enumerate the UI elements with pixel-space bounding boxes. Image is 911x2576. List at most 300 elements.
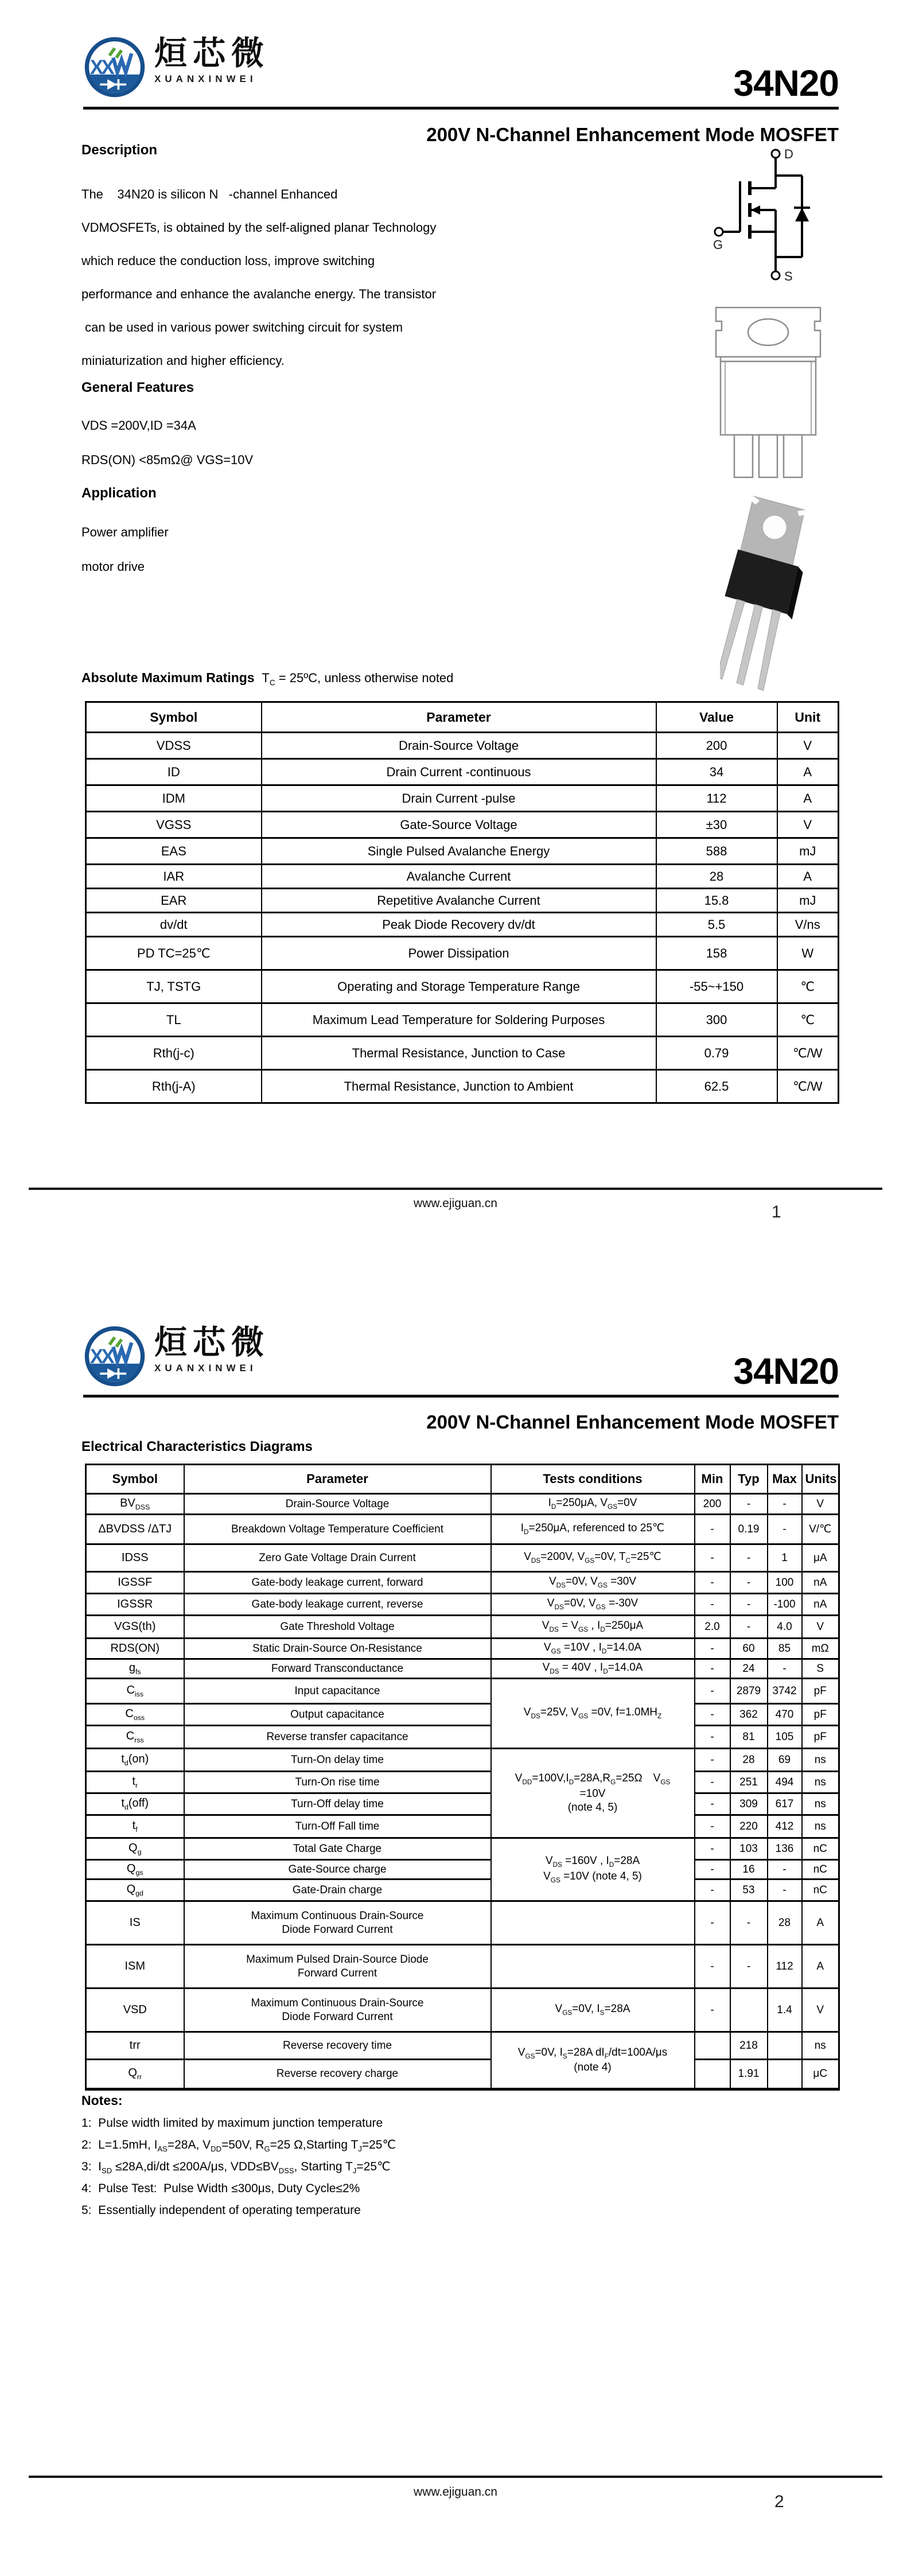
description-line: miniaturization and higher efficiency. — [81, 353, 285, 368]
table-cell: - — [695, 1515, 730, 1544]
table-cell: 34 — [656, 759, 777, 785]
device-subtitle: 200V N-Channel Enhancement Mode MOSFET — [426, 1411, 839, 1433]
table-cell: 2879 — [730, 1679, 768, 1704]
table-cell: IDSS — [86, 1544, 184, 1572]
table-row — [86, 1726, 839, 1749]
table-cell: 85 — [768, 1639, 802, 1659]
table-row — [86, 1749, 839, 1772]
source-label: S — [784, 269, 793, 283]
table-cell: Maximum Pulsed Drain-Source Diode Forward Current — [184, 1945, 491, 1989]
table-cell: 5.5 — [656, 913, 777, 937]
company-logo-icon — [83, 1325, 146, 1388]
table-cell: - — [768, 1880, 802, 1901]
gate-label: G — [713, 238, 723, 252]
table-row — [86, 1860, 839, 1880]
table-cell: - — [695, 1544, 730, 1572]
table-cell: 617 — [768, 1793, 802, 1815]
table-row — [86, 1494, 839, 1515]
table-cell: mΩ — [802, 1639, 839, 1659]
mosfet-symbol-diagram — [708, 148, 829, 289]
table-cell: nC — [802, 1860, 839, 1880]
page-number: 2 — [774, 2492, 784, 2511]
table-cell: 158 — [656, 937, 777, 970]
part-number: 34N20 — [733, 1351, 839, 1392]
table-cell — [491, 1945, 695, 1989]
note-line: 5: Essentially independent of operating temperature — [81, 2204, 361, 2217]
table-cell: - — [730, 1616, 768, 1639]
application-line: Power amplifier — [81, 525, 169, 539]
table-row — [86, 1639, 839, 1659]
table-cell: VSD — [86, 1989, 184, 2032]
table-cell: nC — [802, 1880, 839, 1901]
table-row — [86, 1003, 839, 1037]
table-cell: TJ, TSTG — [86, 970, 262, 1003]
table-cell: Drain Current -pulse — [262, 785, 656, 812]
table-row — [86, 1815, 839, 1838]
table-cell: pF — [802, 1726, 839, 1749]
table-cell: ±30 — [656, 812, 777, 838]
table-cell: 28 — [730, 1749, 768, 1772]
table-cell: Reverse recovery time — [184, 2032, 491, 2060]
table-cell: 218 — [730, 2032, 768, 2060]
table-cell — [730, 1989, 768, 2032]
table-cell: μC — [802, 2060, 839, 2089]
table-cell — [768, 2032, 802, 2060]
body-diode — [795, 208, 809, 221]
table-row — [86, 838, 839, 865]
abs-max-condition: $T_C$ = 25ºC, unless otherwise noted — [262, 671, 454, 687]
table-cell: IS — [86, 1901, 184, 1945]
table-cell: - — [695, 1704, 730, 1726]
table-row — [86, 937, 839, 970]
table-cell: IGSSF — [86, 1572, 184, 1594]
table-cell: - — [730, 1544, 768, 1572]
table-cell: nA — [802, 1572, 839, 1594]
company-logo-icon — [83, 36, 146, 99]
table-row — [86, 1070, 839, 1103]
table-cell: - — [695, 1772, 730, 1793]
table-cell: $V_{DS}=25V$, $V_{GS} =0V$, $f=1.0MH_Z$ — [491, 1679, 695, 1749]
table-cell: Total Gate Charge — [184, 1838, 491, 1860]
table-cell: 588 — [656, 838, 777, 865]
logo-xx-letters: XX — [89, 1345, 113, 1368]
table-cell: V — [802, 1494, 839, 1515]
table-row — [86, 913, 839, 937]
note-line: 3: $I_{SD} \le 28A,di/dt \le 200A/\mu s$, $VDD\le BV_{DSS}$, Starting $T_J=25℃$ — [81, 2160, 391, 2176]
table-row — [86, 1659, 839, 1679]
table-cell: 15.8 — [656, 889, 777, 913]
table-row — [86, 1515, 839, 1544]
table-cell: - — [695, 1901, 730, 1945]
table-cell: - — [730, 1901, 768, 1945]
table-cell: IAR — [86, 865, 262, 889]
brand-name-en: XUANXINWEI — [154, 1363, 257, 1373]
header-rule — [83, 107, 839, 110]
table-cell: - — [768, 1860, 802, 1880]
table-cell: Operating and Storage Temperature Range — [262, 970, 656, 1003]
table-cell: $V_{DS}=200V$, $V_{GS}=0V$, $T_C=25℃$ — [491, 1544, 695, 1572]
table-row — [86, 1838, 839, 1860]
table-cell: 105 — [768, 1726, 802, 1749]
table-cell: Maximum Lead Temperature for Soldering Purposes — [262, 1003, 656, 1037]
table-cell: Maximum Continuous Drain-Source Diode Forward Current — [184, 1989, 491, 2032]
table-cell — [695, 2032, 730, 2060]
table-cell: Forward Transconductance — [184, 1659, 491, 1679]
column-header: Max — [768, 1465, 802, 1494]
table-cell: - — [695, 1659, 730, 1679]
table-cell: 24 — [730, 1659, 768, 1679]
table-cell: ℃/W — [777, 1037, 839, 1070]
table-row — [86, 2032, 839, 2060]
table-cell: - — [695, 1679, 730, 1704]
table-cell: Gate Threshold Voltage — [184, 1616, 491, 1639]
table-cell: Repetitive Avalanche Current — [262, 889, 656, 913]
notes-list — [81, 2112, 713, 2221]
table-cell: A — [777, 759, 839, 785]
table-cell: - — [695, 1945, 730, 1989]
table-cell: Turn-Off delay time — [184, 1793, 491, 1815]
table-cell: $C_{rss}$ — [86, 1726, 184, 1749]
table-cell: pF — [802, 1679, 839, 1704]
table-cell: 3742 — [768, 1679, 802, 1704]
table-cell: ℃ — [777, 970, 839, 1003]
table-cell: Drain-Source Voltage — [184, 1494, 491, 1515]
table-cell: Drain Current -continuous — [262, 759, 656, 785]
table-cell: ns — [802, 1815, 839, 1838]
table-cell: 251 — [730, 1772, 768, 1793]
table-row — [86, 1572, 839, 1594]
table-cell: -100 — [768, 1594, 802, 1616]
table-row — [86, 1704, 839, 1726]
table-cell: 494 — [768, 1772, 802, 1793]
abs-max-heading — [81, 670, 453, 687]
table-cell: 0.19 — [730, 1515, 768, 1544]
table-cell: Turn-On delay time — [184, 1749, 491, 1772]
electrical-characteristics-heading: Electrical Characteristics Diagrams — [81, 1439, 313, 1454]
table-cell: - — [695, 1838, 730, 1860]
table-cell: $BV_{DSS}$ — [86, 1494, 184, 1515]
table-row — [86, 785, 839, 812]
table-cell: Output capacitance — [184, 1704, 491, 1726]
table-row — [86, 759, 839, 785]
general-features-heading: General Features — [81, 380, 194, 395]
table-cell: ID — [86, 759, 262, 785]
table-cell: Rth(j-A) — [86, 1070, 262, 1103]
table-cell: ℃/W — [777, 1070, 839, 1103]
application-list — [81, 515, 598, 584]
table-row — [86, 1772, 839, 1793]
table-cell: Gate-Source Voltage — [262, 812, 656, 838]
table-cell: ΔBVDSS /ΔTJ — [86, 1515, 184, 1544]
table-cell: 28 — [656, 865, 777, 889]
table-cell: S — [802, 1659, 839, 1679]
table-cell: 200 — [656, 733, 777, 759]
table-cell: Gate-body leakage current, forward — [184, 1572, 491, 1594]
table-cell: 81 — [730, 1726, 768, 1749]
table-cell: - — [695, 1639, 730, 1659]
table-cell: EAS — [86, 838, 262, 865]
table-cell: - — [730, 1594, 768, 1616]
table-row — [86, 733, 839, 759]
table-row — [86, 1679, 839, 1704]
table-cell: PD TC=25℃ — [86, 937, 262, 970]
table-cell: 362 — [730, 1704, 768, 1726]
table-cell: $Q_{gd}$ — [86, 1880, 184, 1901]
column-header: Tests conditions — [491, 1465, 695, 1494]
footer-rule — [29, 1188, 882, 1190]
table-cell: ISM — [86, 1945, 184, 1989]
column-header: Min — [695, 1465, 730, 1494]
column-header: Value — [656, 702, 777, 733]
table-cell: $t_f$ — [86, 1815, 184, 1838]
table-cell: mJ — [777, 838, 839, 865]
table-cell: 300 — [656, 1003, 777, 1037]
table-cell: A — [802, 1901, 839, 1945]
table-cell: 60 — [730, 1639, 768, 1659]
table-cell: $V_{GS}=0V$, $I_S=28A$ — [491, 1989, 695, 2032]
table-cell: W — [777, 937, 839, 970]
footer-rule — [29, 2476, 882, 2478]
table-cell: - — [695, 1815, 730, 1838]
table-cell: 69 — [768, 1749, 802, 1772]
table-row — [86, 970, 839, 1003]
table-row — [86, 1616, 839, 1639]
table-cell: Thermal Resistance, Junction to Ambient — [262, 1070, 656, 1103]
table-cell: 2.0 — [695, 1616, 730, 1639]
column-header: Units — [802, 1465, 839, 1494]
table-cell: $Q_{gs}$ — [86, 1860, 184, 1880]
feature-line: RDS(ON) <85mΩ@ VGS=10V — [81, 453, 254, 467]
header-rule — [83, 1395, 839, 1398]
table-cell: 16 — [730, 1860, 768, 1880]
table-cell: dv/dt — [86, 913, 262, 937]
table-cell: V/℃ — [802, 1515, 839, 1544]
table-cell: TL — [86, 1003, 262, 1037]
table-cell: Turn-On rise time — [184, 1772, 491, 1793]
table-row — [86, 1544, 839, 1572]
table-cell: $V_{DS} = V_{GS}$ , $I_D=250\mu A$ — [491, 1616, 695, 1639]
brand-name-cn: 烜芯微 — [154, 1324, 270, 1361]
table-row — [86, 1880, 839, 1901]
table-cell: 0.79 — [656, 1037, 777, 1070]
table-cell: Reverse recovery charge — [184, 2060, 491, 2089]
column-header: Typ — [730, 1465, 768, 1494]
description-paragraph — [81, 178, 655, 378]
table-cell: 1.91 — [730, 2060, 768, 2089]
application-line: motor drive — [81, 559, 145, 574]
table-cell: Thermal Resistance, Junction to Case — [262, 1037, 656, 1070]
table-cell: -55~+150 — [656, 970, 777, 1003]
table-cell: VGS(th) — [86, 1616, 184, 1639]
table-cell: Gate-Source charge — [184, 1860, 491, 1880]
notes-heading: Notes: — [81, 2093, 123, 2108]
brand-name-cn: 烜芯微 — [154, 35, 270, 72]
table-cell: ns — [802, 1749, 839, 1772]
table-cell: pF — [802, 1704, 839, 1726]
table-cell: $I_D=250\mu A$, referenced to 25℃ — [491, 1515, 695, 1544]
table-cell: $C_{oss}$ — [86, 1704, 184, 1726]
footer-url: www.ejiguan.cn — [414, 1197, 497, 1210]
table-cell: - — [768, 1659, 802, 1679]
table-header-row — [86, 1465, 839, 1494]
table-cell: mJ — [777, 889, 839, 913]
table-cell: $C_{iss}$ — [86, 1679, 184, 1704]
column-header: Parameter — [184, 1465, 491, 1494]
description-line: VDMOSFETs, is obtained by the self-aligned planar Technology — [81, 220, 437, 235]
table-cell: 412 — [768, 1815, 802, 1838]
table-cell: - — [695, 1880, 730, 1901]
company-logo — [83, 36, 270, 99]
table-cell: $Q_{rr}$ — [86, 2060, 184, 2089]
table-cell: ns — [802, 1772, 839, 1793]
table-cell: - — [768, 1515, 802, 1544]
table-cell: 4.0 — [768, 1616, 802, 1639]
table-cell: - — [768, 1494, 802, 1515]
table-cell: V — [777, 812, 839, 838]
table-cell: ns — [802, 1793, 839, 1815]
table-row — [86, 889, 839, 913]
table-cell: 220 — [730, 1815, 768, 1838]
table-cell: Power Dissipation — [262, 937, 656, 970]
table-row — [86, 1793, 839, 1815]
table-cell: Single Pulsed Avalanche Energy — [262, 838, 656, 865]
table-cell: 53 — [730, 1880, 768, 1901]
footer-url: www.ejiguan.cn — [414, 2485, 497, 2499]
table-cell: μA — [802, 1544, 839, 1572]
note-line: 2: L=1.5mH, $I_{AS}=28A$, $V_{DD}=50V$, $R_G=25$ Ω,Starting $T_J=25℃$ — [81, 2138, 396, 2154]
application-heading: Application — [81, 485, 157, 501]
table-cell: ℃ — [777, 1003, 839, 1037]
table-row — [86, 1594, 839, 1616]
table-cell: IDM — [86, 785, 262, 812]
table-cell: RDS(ON) — [86, 1639, 184, 1659]
table-cell: Input capacitance — [184, 1679, 491, 1704]
table-cell: $V_{GS} =10V$ , $I_D=14.0A$ — [491, 1639, 695, 1659]
table-cell: 112 — [656, 785, 777, 812]
table-row — [86, 1037, 839, 1070]
table-row — [86, 865, 839, 889]
table-cell: $t_d(off)$ — [86, 1793, 184, 1815]
table-cell: 28 — [768, 1901, 802, 1945]
general-features-list — [81, 408, 598, 477]
table-row — [86, 2060, 839, 2089]
table-cell: 136 — [768, 1838, 802, 1860]
description-line: which reduce the conduction loss, improve switching — [81, 254, 375, 268]
table-row — [86, 1989, 839, 2032]
table-cell: IGSSR — [86, 1594, 184, 1616]
table-cell: $V_{DS} =160V$ , $I_D=28A$ $V_{GS} =10V$ (note 4, 5) — [491, 1838, 695, 1901]
table-cell: 1.4 — [768, 1989, 802, 2032]
abs-max-table — [85, 701, 839, 1104]
table-cell: trr — [86, 2032, 184, 2060]
table-row — [86, 1901, 839, 1945]
abs-max-title: Absolute Maximum Ratings — [81, 670, 255, 685]
table-header-row — [86, 702, 839, 733]
table-cell — [491, 1901, 695, 1945]
table-row — [86, 1945, 839, 1989]
drain-label: D — [784, 148, 793, 161]
table-cell: - — [730, 1572, 768, 1594]
table-cell: nA — [802, 1594, 839, 1616]
column-header: Symbol — [86, 702, 262, 733]
table-cell: $V_{DD}=100V,I_D=28A,R_G=25\Omega$ $V_{GS}$ =10V (note 4, 5) — [491, 1749, 695, 1838]
table-cell: V/ns — [777, 913, 839, 937]
table-cell: 112 — [768, 1945, 802, 1989]
part-number: 34N20 — [733, 63, 839, 104]
table-cell: - — [695, 1749, 730, 1772]
table-cell: $I_D=250\mu A$, $V_{GS}=0V$ — [491, 1494, 695, 1515]
table-cell: EAR — [86, 889, 262, 913]
table-cell: A — [777, 785, 839, 812]
description-heading: Description — [81, 142, 158, 158]
table-cell: A — [802, 1945, 839, 1989]
logo-xx-letters: XX — [89, 56, 113, 79]
table-cell: - — [695, 1726, 730, 1749]
table-cell: 309 — [730, 1793, 768, 1815]
note-line: 4: Pulse Test: Pulse Width ≤300μs, Duty Cycle≤2% — [81, 2182, 360, 2195]
table-cell: V — [802, 1989, 839, 2032]
package-photo — [720, 495, 812, 695]
table-cell: 103 — [730, 1838, 768, 1860]
table-cell: Turn-Off Fall time — [184, 1815, 491, 1838]
table-cell: 1 — [768, 1544, 802, 1572]
table-cell: Static Drain-Source On-Resistance — [184, 1639, 491, 1659]
table-row — [86, 812, 839, 838]
table-cell: $t_r$ — [86, 1772, 184, 1793]
brand-name-en: XUANXINWEI — [154, 73, 257, 84]
table-cell: - — [695, 1989, 730, 2032]
device-subtitle: 200V N-Channel Enhancement Mode MOSFET — [426, 124, 839, 145]
table-cell: nC — [802, 1838, 839, 1860]
table-cell: $V_{GS}=0V$, $I_S=28A$ $dI_F/dt=100A/\mu s$ (note 4) — [491, 2032, 695, 2089]
table-cell: $V_{DS}=0V$, $V_{GS} =30V$ — [491, 1572, 695, 1594]
table-cell: Zero Gate Voltage Drain Current — [184, 1544, 491, 1572]
table-cell: - — [730, 1494, 768, 1515]
feature-line: VDS =200V,ID =34A — [81, 418, 196, 433]
company-logo — [83, 1325, 270, 1388]
table-cell: V — [777, 733, 839, 759]
table-cell: 100 — [768, 1572, 802, 1594]
table-cell: $t_d(on)$ — [86, 1749, 184, 1772]
table-cell: $V_{DS} = 40V$ , $I_D=14.0A$ — [491, 1659, 695, 1679]
table-cell: $g_{fs}$ — [86, 1659, 184, 1679]
table-cell: Gate-Drain charge — [184, 1880, 491, 1901]
table-cell: 62.5 — [656, 1070, 777, 1103]
page-number: 1 — [772, 1203, 781, 1221]
table-cell: - — [695, 1860, 730, 1880]
table-cell: - — [695, 1572, 730, 1594]
column-header: Unit — [777, 702, 839, 733]
table-cell: - — [730, 1945, 768, 1989]
table-cell: $V_{DS}=0V$, $V_{GS} =-30V$ — [491, 1594, 695, 1616]
table-cell: ns — [802, 2032, 839, 2060]
table-cell — [695, 2060, 730, 2089]
table-cell — [768, 2060, 802, 2089]
table-cell: Peak Diode Recovery dv/dt — [262, 913, 656, 937]
table-cell: VDSS — [86, 733, 262, 759]
column-header: Parameter — [262, 702, 656, 733]
table-cell: V — [802, 1616, 839, 1639]
table-cell: VGSS — [86, 812, 262, 838]
note-line: 1: Pulse width limited by maximum junction temperature — [81, 2116, 383, 2130]
table-cell: Rth(j-c) — [86, 1037, 262, 1070]
package-outline-drawing — [711, 304, 826, 482]
table-cell: - — [695, 1594, 730, 1616]
electrical-characteristics-table — [85, 1464, 840, 2091]
table-cell: Reverse transfer capacitance — [184, 1726, 491, 1749]
description-line: can be used in various power switching circuit for system — [81, 320, 403, 334]
table-cell: 470 — [768, 1704, 802, 1726]
